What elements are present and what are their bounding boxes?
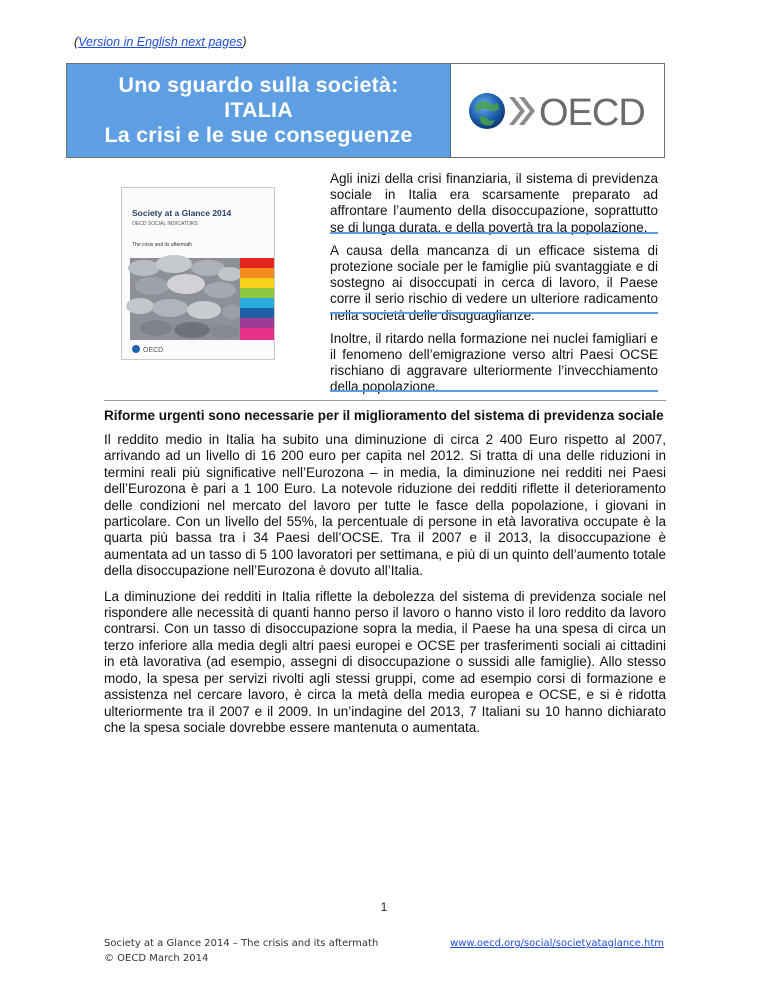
color-stripes <box>240 258 274 340</box>
title-line-3: La crisi e le sue conseguenze <box>104 123 413 147</box>
oecd-logo-graphic <box>467 89 647 133</box>
cover-stripe <box>240 308 274 318</box>
cover-subtitle: OECD SOCIAL INDICATORS <box>132 221 198 227</box>
page-number: 1 <box>380 900 388 914</box>
section-divider <box>104 400 666 401</box>
umbrella-crowd-image <box>126 255 242 340</box>
intro-divider <box>330 232 658 234</box>
intro-paragraph-1: Agli inizi della crisi finanziaria, il sistema di previdenza sociale in Italia era scarsamente preparato ad affrontare l’aumento della disoccupazione, soprattutto se di lunga durata, e della povertà tra la popolazione. <box>330 171 658 235</box>
note-prefix: ( <box>74 35 79 49</box>
cover-logo-icon <box>132 345 140 353</box>
footer-citation <box>104 936 378 966</box>
cover-stripe <box>240 288 274 298</box>
title-panel <box>67 64 451 157</box>
main-text <box>104 408 666 745</box>
title-line-1: Uno sguardo sulla società: <box>118 73 399 97</box>
cover-publisher: OECD <box>143 347 164 354</box>
cover-stripe <box>240 328 274 340</box>
footer-link-wrapper <box>450 936 664 951</box>
english-version-note <box>74 35 247 49</box>
note-suffix: ) <box>242 35 247 49</box>
cover-stripe <box>240 318 274 328</box>
cover-stripe <box>240 298 274 308</box>
cover-tagline: The crisis and its aftermath <box>132 242 193 248</box>
english-version-link[interactable]: Version in English next pages <box>78 35 243 49</box>
oecd-logo-text: OECD <box>539 91 645 133</box>
oecd-logo <box>450 64 664 157</box>
intro-paragraph-3: Inoltre, il ritardo nella formazione nei nuclei famigliari e il fenomeno dell’emigrazione verso altri Paesi OCSE rischiano di aggravare ulteriormente l’invecchiamento della popolazione. <box>330 330 658 395</box>
title-line-2: ITALIA <box>224 98 293 122</box>
publication-cover <box>121 187 275 360</box>
footer-line-2: © OECD March 2014 <box>104 953 209 964</box>
intro-summary <box>330 171 658 403</box>
cover-stripe <box>240 268 274 278</box>
cover-stripe <box>240 278 274 288</box>
cover-illustration <box>122 188 274 359</box>
intro-paragraph-2: A causa della mancanza di un efficace sistema di protezione sociale per le famiglie più svantaggiate e di sostegno ai disoccupati in cerca di lavoro, il Paese corre il serio rischio di vedere un ulteriore radicamento nella società delle disuguaglianze. <box>330 242 658 323</box>
cover-title: Society at a Glance 2014 <box>132 208 232 218</box>
body-paragraph-1: Il reddito medio in Italia ha subito una diminuzione di circa 2 400 Euro rispetto al 2007, arrivando ad un livello di 16 200 euro per capita nel 2012. Si tratta di una delle riduzioni in termini reali più significative nell’Eurozona – in media, la diminuzione nei redditi nei Paesi dell’Eurozona è pari a 1 100 Euro. La notevole riduzione dei redditi riflette il deterioramento delle condizioni nel mercato del lavoro per tutte le fasce della popolazione, i giovani in particolare. Con un livello del 55%, la percentuale di persone in età lavorativa occupate è la quarta più bassa tra i 34 Paesi dell’OCSE. Tra il 2007 e il 2013, la disoccupazione è aumentata ad un tasso di 5 100 lavoratori per settimana, e più di un quinto dell’aumento totale della disoccupazione nell’Eurozona è dovuto all’Italia. <box>104 432 666 579</box>
header-box <box>66 63 665 158</box>
body-paragraph-2: La diminuzione dei redditi in Italia riflette la debolezza del sistema di previdenza sociale nel rispondere alle necessità di quanti hanno perso il lavoro o hanno visto il loro reddito da lavoro contrarsi. Con un tasso di disoccupazione sopra la media, il Paese ha una spesa di circa un terzo inferiore alla media degli altri paesi europei e OCSE per trasferimenti sociali ai cittadini in età lavorativa (ad esempio, assegni di disoccupazione o sussidi alle famiglie). Allo stesso modo, la spesa per servizi rivolti agli stessi gruppi, come ad esempio corsi di formazione e assistenza nel cercare lavoro, è circa la metà della media europea e OCSE, e si è ridotta ulteriormente tra il 2007 e il 2009. In un’indagine del 2013, 7 Italiani su 10 hanno dichiarato che la spesa sociale dovrebbe essere mantenuta o aumentata. <box>104 588 666 735</box>
footer-website-link[interactable]: www.oecd.org/social/societyataglance.htm <box>450 938 664 949</box>
intro-divider <box>330 312 658 314</box>
intro-divider <box>330 390 658 392</box>
section-heading: Riforme urgenti sono necessarie per il miglioramento del sistema di previdenza sociale <box>104 408 664 423</box>
footer-line-1: Society at a Glance 2014 – The crisis and its aftermath <box>104 938 379 949</box>
cover-stripe <box>240 258 274 268</box>
